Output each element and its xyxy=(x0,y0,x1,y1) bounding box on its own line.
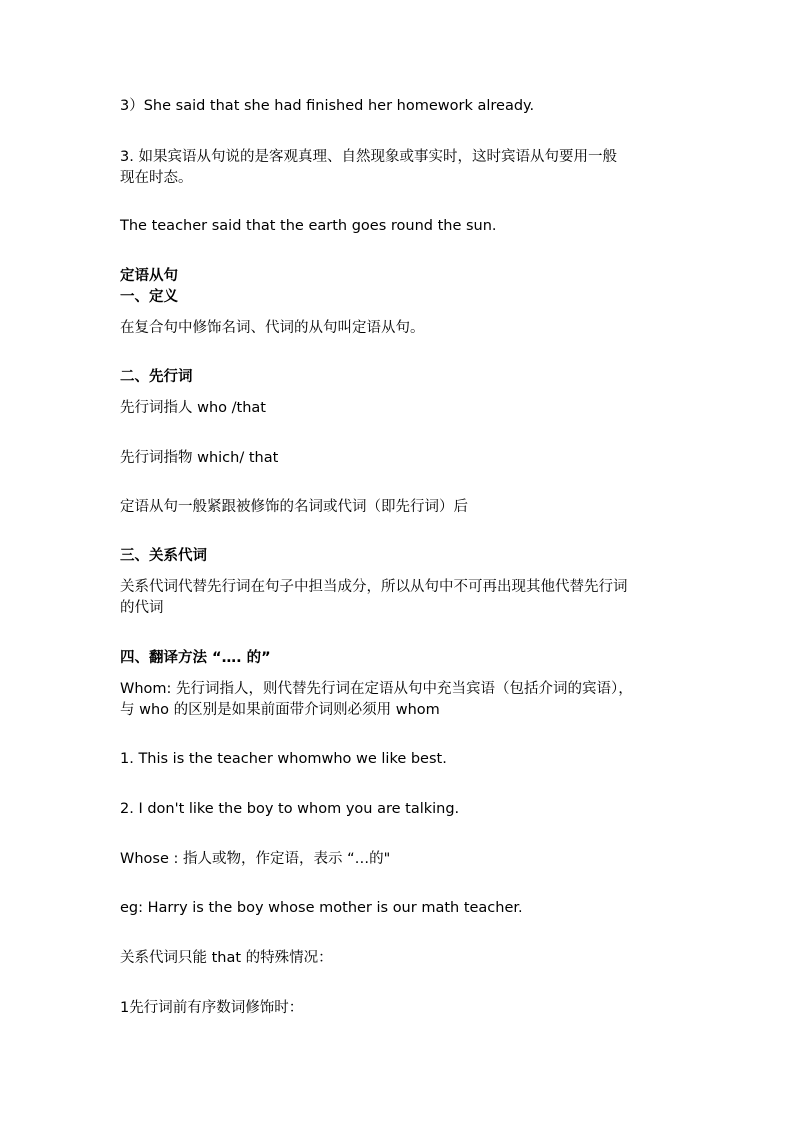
example-truth-sentence: The teacher said that the earth goes round the sun. xyxy=(120,218,497,234)
whom-explanation-line-2: 与 who 的区别是如果前面带介词则必须用 whom xyxy=(120,702,440,718)
relative-pronoun-line-1: 关系代词代替先行词在句子中担当成分，所以从句中不可再出现其他代替先行词 xyxy=(120,579,628,595)
relative-pronoun-line-2: 的代词 xyxy=(120,600,164,616)
whom-example-2: 2. I don't like the boy to whom you are talking. xyxy=(120,801,460,817)
section-title-attributive-clause: 定语从句 xyxy=(120,268,178,284)
antecedent-position: 定语从句一般紧跟被修饰的名词或代词（即先行词）后 xyxy=(120,499,468,515)
rule-3-line-2: 现在时态。 xyxy=(120,170,193,186)
heading-definition: 一、定义 xyxy=(120,289,178,305)
that-case-1: 1先行词前有序数词修饰时： xyxy=(120,1000,304,1016)
rule-3-line-1: 3. 如果宾语从句说的是客观真理、自然现象或事实时，这时宾语从句要用一般 xyxy=(120,149,617,165)
heading-translation-method: 四、翻译方法 “…. 的” xyxy=(120,650,271,666)
example-sentence-3: 3）She said that she had finished her homework already. xyxy=(120,98,535,114)
antecedent-person: 先行词指人 who /that xyxy=(120,400,266,416)
whose-example: eg: Harry is the boy whose mother is our math teacher. xyxy=(120,900,523,916)
whose-explanation: Whose : 指人或物，作定语，表示 “…的" xyxy=(120,851,391,867)
antecedent-thing: 先行词指物 which/ that xyxy=(120,450,279,466)
definition-text: 在复合句中修饰名词、代词的从句叫定语从句。 xyxy=(120,320,425,336)
whom-example-1: 1. This is the teacher whomwho we like best. xyxy=(120,751,447,767)
heading-relative-pronoun: 三、关系代词 xyxy=(120,548,207,564)
whom-explanation-line-1: Whom: 先行词指人，则代替先行词在定语从句中充当宾语（包括介词的宾语）， xyxy=(120,681,633,697)
heading-antecedent: 二、先行词 xyxy=(120,369,193,385)
that-only-cases-heading: 关系代词只能 that 的特殊情况： xyxy=(120,950,333,966)
